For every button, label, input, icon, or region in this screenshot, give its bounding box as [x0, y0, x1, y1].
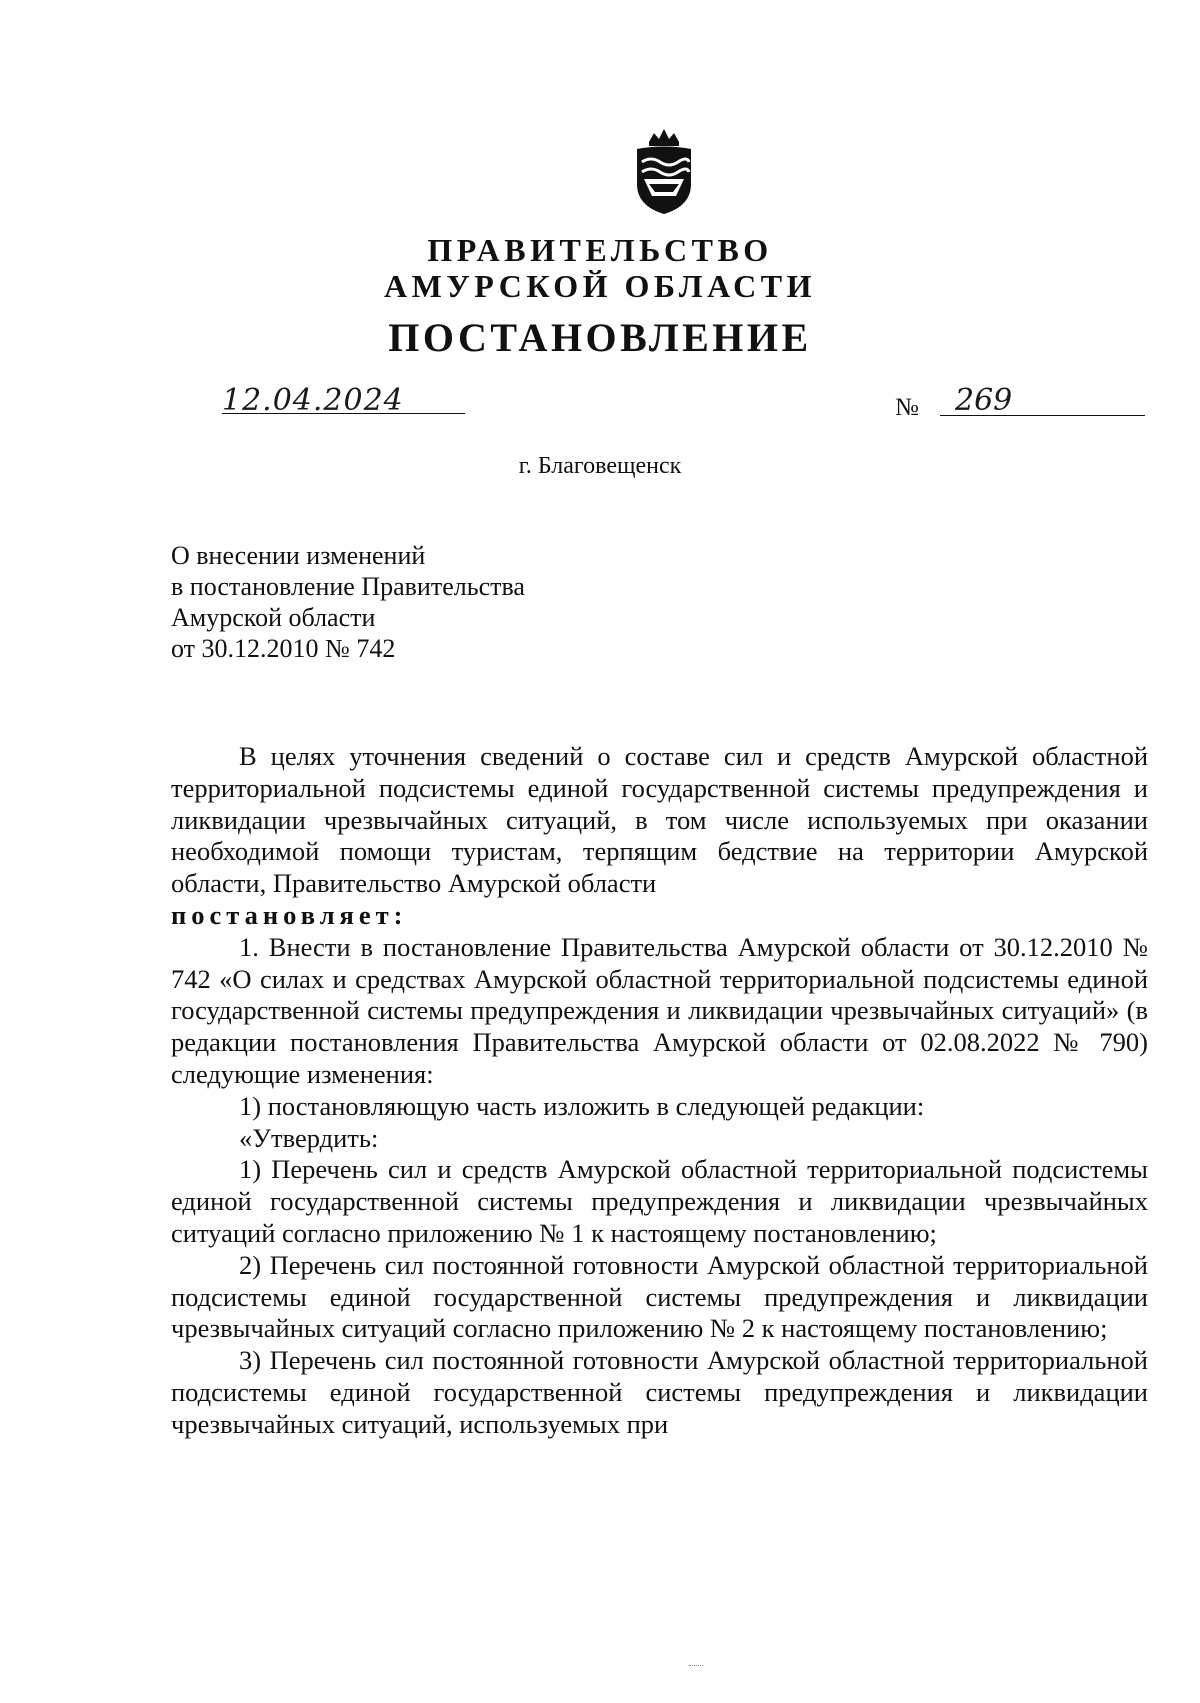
document-type: ПОСТАНОВЛЕНИЕ	[388, 315, 812, 360]
date-underline	[222, 413, 465, 414]
number-label: №	[895, 394, 919, 421]
body-paragraph: 1) постановляющую часть изложить в следующей редакции:	[239, 1090, 925, 1121]
document-body	[171, 741, 1148, 1441]
handwritten-number: 269	[955, 383, 1013, 418]
title-line: О внесении изменений	[171, 541, 426, 570]
page-mark	[689, 1665, 703, 1666]
body-paragraph: 1) Перечень сил и средств Амурской областной территориальной подсистемы единой государственной системы предупреждения и ликвидации чрезвычайных ситуаций согласно приложению № 1 к настоящему постановлению;	[171, 1154, 1148, 1248]
preamble-paragraph: В целях уточнения сведений о составе сил и средств Амурской областной территориальной подсистемы единой государственной системы предупреждения и ликвидации чрезвычайных ситуаций, в том числе используемых при оказании необходимой помощи туристам, терпящим бедствие на территории Амурской области, Правительство Амурской области	[171, 741, 1148, 899]
city-name: г. Благовещенск	[518, 453, 682, 479]
number-underline	[940, 415, 1145, 416]
body-paragraph: «Утвердить:	[239, 1122, 379, 1153]
organization-name-line1: ПРАВИТЕЛЬСТВО	[427, 232, 773, 268]
body-paragraph: 2) Перечень сил постоянной готовности Амурской областной территориальной подсистемы единой государственной системы предупреждения и ликвидации чрезвычайных ситуаций согласно приложению № 2 к настоящему постановлению;	[171, 1249, 1148, 1344]
coat-of-arms-icon	[627, 122, 701, 216]
resolves-paragraph	[171, 900, 1148, 932]
document-title	[171, 540, 525, 664]
body-paragraph: 1. Внести в постановление Правительства Амурской области от 30.12.2010 № 742 «О силах и средствах Амурской областной территориальной подсистемы единой государственной системы предупреждения и ликвидации чрезвычайных ситуаций» (в редакции постановления Правительства Амурской области от 02.08.2022 № 790) следующие изменения:	[171, 931, 1148, 1089]
body-paragraph: 3) Перечень сил постоянной готовности Амурской областной территориальной подсистемы единой государственной системы предупреждения и ликвидации чрезвычайных ситуаций, используемых при	[171, 1345, 1148, 1439]
handwritten-date: 12.04.2024	[222, 383, 404, 418]
title-line: в постановление Правительства	[171, 572, 525, 601]
organization-name-line2: АМУРСКОЙ ОБЛАСТИ	[384, 268, 816, 304]
resolves-keyword: постановляет:	[171, 899, 408, 930]
title-line: от 30.12.2010 № 742	[171, 634, 396, 663]
title-line: Амурской области	[171, 603, 376, 632]
